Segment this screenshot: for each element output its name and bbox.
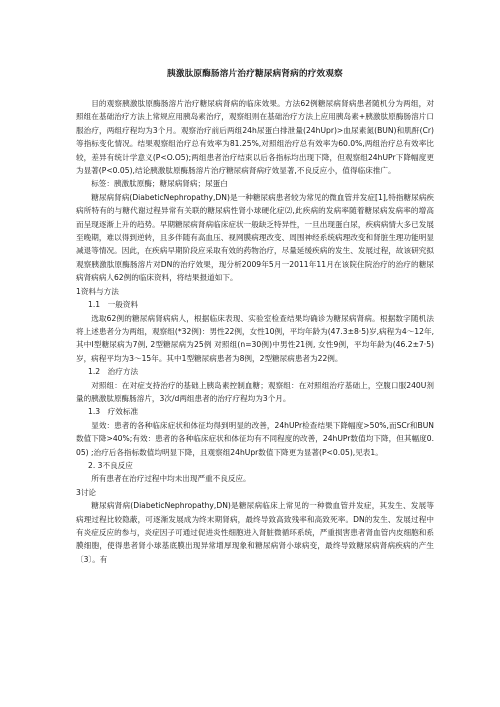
- section-heading: 1.2 治疗方法: [88, 367, 139, 377]
- paragraph: 糖尿病肾病(DiabeticNephropathy,DN)是一种糖尿病患者较为常见的微血管并发症[1],特指糖尿病疾病所特有的与糖代谢过程异常有关联的糖尿病性肾小球硬化症⑵,此疾病的发病率随着糖尿病发病率的增高而呈现逐渐上升的趋势。早期糖尿病肾病临床症状一般缺乏特异性，一旦出现蛋白尿，疾病病情大多已发展至晚期，难以得到逆转，且多伴随有高血压、视网膜病理改变、周围神经系统病理改变和肾脏生理功能明显减退等情况。因此，在疾病早期阶段应采取有效的药物治疗，尽量延缓疾病的发生、发展过程，故该研究拟观察胰激肽原酶肠溶片对DN的治疗效果，现分析2009年5月一2011年11月在该院住院治疗的治疗的糖尿病肾病病人62例的临床资料，将结果报道如下。: [76, 192, 434, 283]
- section-heading: 1资料与方法: [76, 286, 119, 296]
- paragraph: 糖尿病肾病(DiabeticNephropathy,DN)是糖尿病临床上常见的一种微血管并发症，其发生、发展等病理过程比较隐蔽，可逐渐发展成为终末期肾病，最终导致高致残率和高致死率。DN的发生、发展过程中有炎症反应的参与，炎症因子可通过促进炎性细胞进入肾脏微循环系统，严重损害患者肾血管内皮细胞和系膜细胞，使得患者肾小球基底膜出现异常增厚现象和糖尿病肾小球病变，最终导致糖尿病肾病疾病的产生〔3〕。有: [76, 501, 434, 564]
- paragraph: 选取62例的糖尿病肾病病人，根据临床表现、实验室检查结果均确诊为糖尿病肾病。根据数字随机法将上述患者分为两组，观察组(*32例)：男性22例，女性10例，平均年龄为(47.3±8·5)岁,病程为4～12年,其中I型糖尿病为7例, 2型糖尿病为25例 对照组(n=30例)中男性21例, 女性9例，平均年龄为(46.2±7·5)岁，病程平均为3～15年。其中1型糖尿病患者为8例，2型糖尿病患者为22例。: [76, 313, 434, 363]
- paragraph: 所有患者在治疗过程中均未出现严重不良反应。: [91, 474, 251, 484]
- document-title: 胰激肽原酶肠溶片治疗糖尿病肾病的疗效观察: [167, 69, 343, 79]
- document-body: [76, 97, 434, 566]
- paragraph: 显效：患者的各种临床症状和体征均得到明显的改善，24hUPr检查结果下降幅度>50%,而SCr和BUN数值下降>40%;有效：患者的各种临床症状和体征均有不同程度的改善，24hUPr数值均下降，但其幅度0.05) ;治疗后各指标数值均明显下降，且观察组24hUpr数值下降更为显著(P<0.05),见表1。: [76, 420, 434, 457]
- paragraph: 标签：胰激肽原酶；糖尿病肾病；尿蛋白: [91, 179, 228, 189]
- section-heading: 1.1 一般资料: [88, 300, 139, 310]
- section-heading: 1.3 疗效标准: [88, 407, 139, 417]
- section-heading: 3讨论: [76, 487, 97, 497]
- paragraph: 对照组：在对症支持治疗的基础上胰岛素控制血糖；观察组：在对照组治疗基础上，空腹口服240U剂量的胰激肽原酶肠溶片，3次/d两组患者的治疗疗程均为3个月。: [76, 380, 434, 403]
- paragraph: 目的观察胰激肽原酶肠溶片治疗糖尿病肾病的临床效果。方法62例糖尿病肾病患者随机分为两组，对照组在基础治疗方法上常规应用胰岛素治疗，观察组则在基础治疗方法上应用胰岛素+胰激肽原酶肠溶片口服治疗，两组疗程均为3个月。观察治疗前后两组24h尿蛋白排泄量(24hUpr)>血尿素氮(BUN)和肌酐(Cr)等指标变化情况。结果观察组治疗总有效率为81.25%,对照组治疗总有效率为60.0%,两组治疗总有效率比较，差异有统计学意义(P<O.O5);两组患者治疗结束以后各指标均出现下降，但观察组24hUPr下降幅度更为显著(P<0.05),结论胰激肽原酶肠溶片治疗糖尿病肾病疗效显著,不良反应小，值得临床推广。: [76, 99, 434, 176]
- section-heading: 2. 3不良反应: [88, 460, 133, 470]
